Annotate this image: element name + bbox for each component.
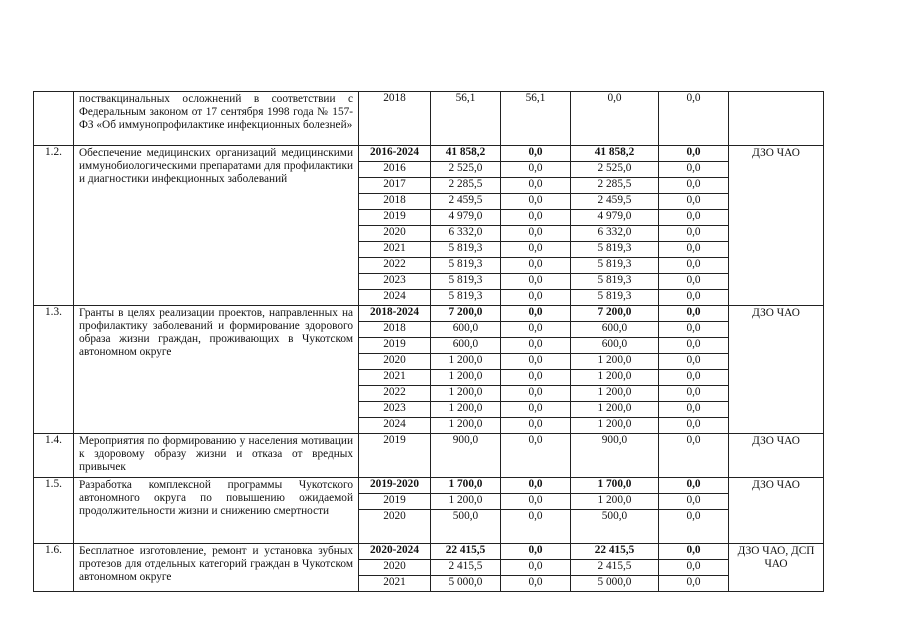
other-cell: 0,0 <box>659 386 729 402</box>
responsible-executor: ДЗО ЧАО <box>729 478 824 544</box>
period-cell: 2020-2024 <box>359 544 431 560</box>
regional-cell: 1 700,0 <box>571 478 659 494</box>
period-cell: 2019 <box>359 494 431 510</box>
table-row <box>34 434 824 478</box>
period-cell: 2016 <box>359 162 431 178</box>
period-cell: 2022 <box>359 386 431 402</box>
regional-cell: 2 415,5 <box>571 560 659 576</box>
total-cell: 6 332,0 <box>431 226 501 242</box>
total-cell: 2 415,5 <box>431 560 501 576</box>
other-cell: 0,0 <box>659 210 729 226</box>
period-cell: 2021 <box>359 242 431 258</box>
table-row <box>34 306 824 322</box>
federal-cell: 0,0 <box>501 146 571 162</box>
period-cell: 2020 <box>359 226 431 242</box>
total-cell: 1 200,0 <box>431 418 501 434</box>
total-cell: 5 819,3 <box>431 274 501 290</box>
federal-cell: 0,0 <box>501 354 571 370</box>
other-cell: 0,0 <box>659 434 729 478</box>
federal-cell: 0,0 <box>501 274 571 290</box>
federal-cell: 56,1 <box>501 92 571 146</box>
item-number: 1.3. <box>34 306 74 434</box>
federal-cell: 0,0 <box>501 418 571 434</box>
regional-cell: 900,0 <box>571 434 659 478</box>
responsible-executor: ДЗО ЧАО <box>729 434 824 478</box>
regional-cell: 6 332,0 <box>571 226 659 242</box>
federal-cell: 0,0 <box>501 210 571 226</box>
responsible-executor: ДЗО ЧАО, ДСП ЧАО <box>729 544 824 592</box>
other-cell: 0,0 <box>659 576 729 592</box>
total-cell: 1 200,0 <box>431 370 501 386</box>
total-cell: 600,0 <box>431 338 501 354</box>
other-cell: 0,0 <box>659 242 729 258</box>
regional-cell: 4 979,0 <box>571 210 659 226</box>
other-cell: 0,0 <box>659 306 729 322</box>
period-cell: 2019 <box>359 210 431 226</box>
federal-cell: 0,0 <box>501 544 571 560</box>
federal-cell: 0,0 <box>501 322 571 338</box>
period-cell: 2018 <box>359 92 431 146</box>
regional-cell: 5 819,3 <box>571 274 659 290</box>
other-cell: 0,0 <box>659 560 729 576</box>
other-cell: 0,0 <box>659 402 729 418</box>
federal-cell: 0,0 <box>501 560 571 576</box>
item-description: Обеспечение медицинских организаций медицинскими иммунобиологическими препаратами для профилактики и диагностики инфекционных заболеваний <box>74 146 359 306</box>
regional-cell: 2 525,0 <box>571 162 659 178</box>
regional-cell: 600,0 <box>571 322 659 338</box>
responsible-executor <box>729 92 824 146</box>
period-cell: 2020 <box>359 354 431 370</box>
regional-cell: 1 200,0 <box>571 386 659 402</box>
regional-cell: 1 200,0 <box>571 494 659 510</box>
federal-cell: 0,0 <box>501 494 571 510</box>
other-cell: 0,0 <box>659 290 729 306</box>
item-description: Мероприятия по формированию у населения мотивации к здоровому образу жизни и отказа от вредных привычек <box>74 434 359 478</box>
total-cell: 2 459,5 <box>431 194 501 210</box>
period-cell: 2018-2024 <box>359 306 431 322</box>
federal-cell: 0,0 <box>501 576 571 592</box>
regional-cell: 7 200,0 <box>571 306 659 322</box>
total-cell: 1 200,0 <box>431 494 501 510</box>
table-row <box>34 544 824 560</box>
total-cell: 500,0 <box>431 510 501 544</box>
item-description: Бесплатное изготовление, ремонт и установка зубных протезов для отдельных категорий граждан в Чукотском автономном округе <box>74 544 359 592</box>
total-cell: 41 858,2 <box>431 146 501 162</box>
other-cell: 0,0 <box>659 494 729 510</box>
federal-cell: 0,0 <box>501 258 571 274</box>
other-cell: 0,0 <box>659 338 729 354</box>
period-cell: 2023 <box>359 402 431 418</box>
regional-cell: 1 200,0 <box>571 370 659 386</box>
regional-cell: 5 819,3 <box>571 242 659 258</box>
regional-cell: 41 858,2 <box>571 146 659 162</box>
item-description: Гранты в целях реализации проектов, направленных на профилактику заболеваний и формирование здорового образа жизни граждан, проживающих в Чукотском автономном округе <box>74 306 359 434</box>
federal-cell: 0,0 <box>501 226 571 242</box>
other-cell: 0,0 <box>659 370 729 386</box>
table-row <box>34 92 824 146</box>
other-cell: 0,0 <box>659 544 729 560</box>
responsible-executor: ДЗО ЧАО <box>729 306 824 434</box>
other-cell: 0,0 <box>659 322 729 338</box>
responsible-executor: ДЗО ЧАО <box>729 146 824 306</box>
regional-cell: 5 819,3 <box>571 258 659 274</box>
table-row <box>34 478 824 494</box>
other-cell: 0,0 <box>659 146 729 162</box>
other-cell: 0,0 <box>659 478 729 494</box>
item-number: 1.5. <box>34 478 74 544</box>
federal-cell: 0,0 <box>501 434 571 478</box>
period-cell: 2023 <box>359 274 431 290</box>
regional-cell: 1 200,0 <box>571 402 659 418</box>
total-cell: 900,0 <box>431 434 501 478</box>
regional-cell: 5 000,0 <box>571 576 659 592</box>
federal-cell: 0,0 <box>501 338 571 354</box>
regional-cell: 500,0 <box>571 510 659 544</box>
total-cell: 2 525,0 <box>431 162 501 178</box>
other-cell: 0,0 <box>659 354 729 370</box>
period-cell: 2020 <box>359 510 431 544</box>
other-cell: 0,0 <box>659 92 729 146</box>
regional-cell: 5 819,3 <box>571 290 659 306</box>
period-cell: 2022 <box>359 258 431 274</box>
other-cell: 0,0 <box>659 258 729 274</box>
regional-cell: 2 459,5 <box>571 194 659 210</box>
federal-cell: 0,0 <box>501 290 571 306</box>
program-table <box>33 91 824 592</box>
total-cell: 5 000,0 <box>431 576 501 592</box>
other-cell: 0,0 <box>659 178 729 194</box>
federal-cell: 0,0 <box>501 370 571 386</box>
other-cell: 0,0 <box>659 274 729 290</box>
period-cell: 2024 <box>359 418 431 434</box>
regional-cell: 2 285,5 <box>571 178 659 194</box>
federal-cell: 0,0 <box>501 162 571 178</box>
total-cell: 5 819,3 <box>431 242 501 258</box>
total-cell: 1 200,0 <box>431 402 501 418</box>
regional-cell: 1 200,0 <box>571 354 659 370</box>
regional-cell: 0,0 <box>571 92 659 146</box>
other-cell: 0,0 <box>659 162 729 178</box>
total-cell: 1 700,0 <box>431 478 501 494</box>
total-cell: 56,1 <box>431 92 501 146</box>
period-cell: 2021 <box>359 576 431 592</box>
table-body <box>34 92 824 592</box>
total-cell: 1 200,0 <box>431 354 501 370</box>
item-description: Разработка комплексной программы Чукотского автономного округа по повышению ожидаемой продолжительности жизни и снижению смертности <box>74 478 359 544</box>
total-cell: 4 979,0 <box>431 210 501 226</box>
federal-cell: 0,0 <box>501 402 571 418</box>
period-cell: 2020 <box>359 560 431 576</box>
other-cell: 0,0 <box>659 194 729 210</box>
other-cell: 0,0 <box>659 418 729 434</box>
period-cell: 2017 <box>359 178 431 194</box>
total-cell: 5 819,3 <box>431 290 501 306</box>
federal-cell: 0,0 <box>501 478 571 494</box>
other-cell: 0,0 <box>659 226 729 242</box>
period-cell: 2018 <box>359 194 431 210</box>
period-cell: 2019-2020 <box>359 478 431 494</box>
federal-cell: 0,0 <box>501 194 571 210</box>
item-number: 1.4. <box>34 434 74 478</box>
total-cell: 2 285,5 <box>431 178 501 194</box>
regional-cell: 600,0 <box>571 338 659 354</box>
regional-cell: 1 200,0 <box>571 418 659 434</box>
period-cell: 2018 <box>359 322 431 338</box>
item-number <box>34 92 74 146</box>
total-cell: 600,0 <box>431 322 501 338</box>
item-description: поствакцинальных осложнений в соответствии с Федеральным законом от 17 сентября 1998 года № 157-ФЗ «Об иммунопрофилактике инфекционных болезней» <box>74 92 359 146</box>
federal-cell: 0,0 <box>501 386 571 402</box>
total-cell: 7 200,0 <box>431 306 501 322</box>
federal-cell: 0,0 <box>501 178 571 194</box>
other-cell: 0,0 <box>659 510 729 544</box>
federal-cell: 0,0 <box>501 242 571 258</box>
period-cell: 2021 <box>359 370 431 386</box>
period-cell: 2016-2024 <box>359 146 431 162</box>
federal-cell: 0,0 <box>501 510 571 544</box>
total-cell: 5 819,3 <box>431 258 501 274</box>
period-cell: 2019 <box>359 434 431 478</box>
period-cell: 2024 <box>359 290 431 306</box>
total-cell: 1 200,0 <box>431 386 501 402</box>
item-number: 1.6. <box>34 544 74 592</box>
federal-cell: 0,0 <box>501 306 571 322</box>
total-cell: 22 415,5 <box>431 544 501 560</box>
table-row <box>34 146 824 162</box>
period-cell: 2019 <box>359 338 431 354</box>
regional-cell: 22 415,5 <box>571 544 659 560</box>
item-number: 1.2. <box>34 146 74 306</box>
